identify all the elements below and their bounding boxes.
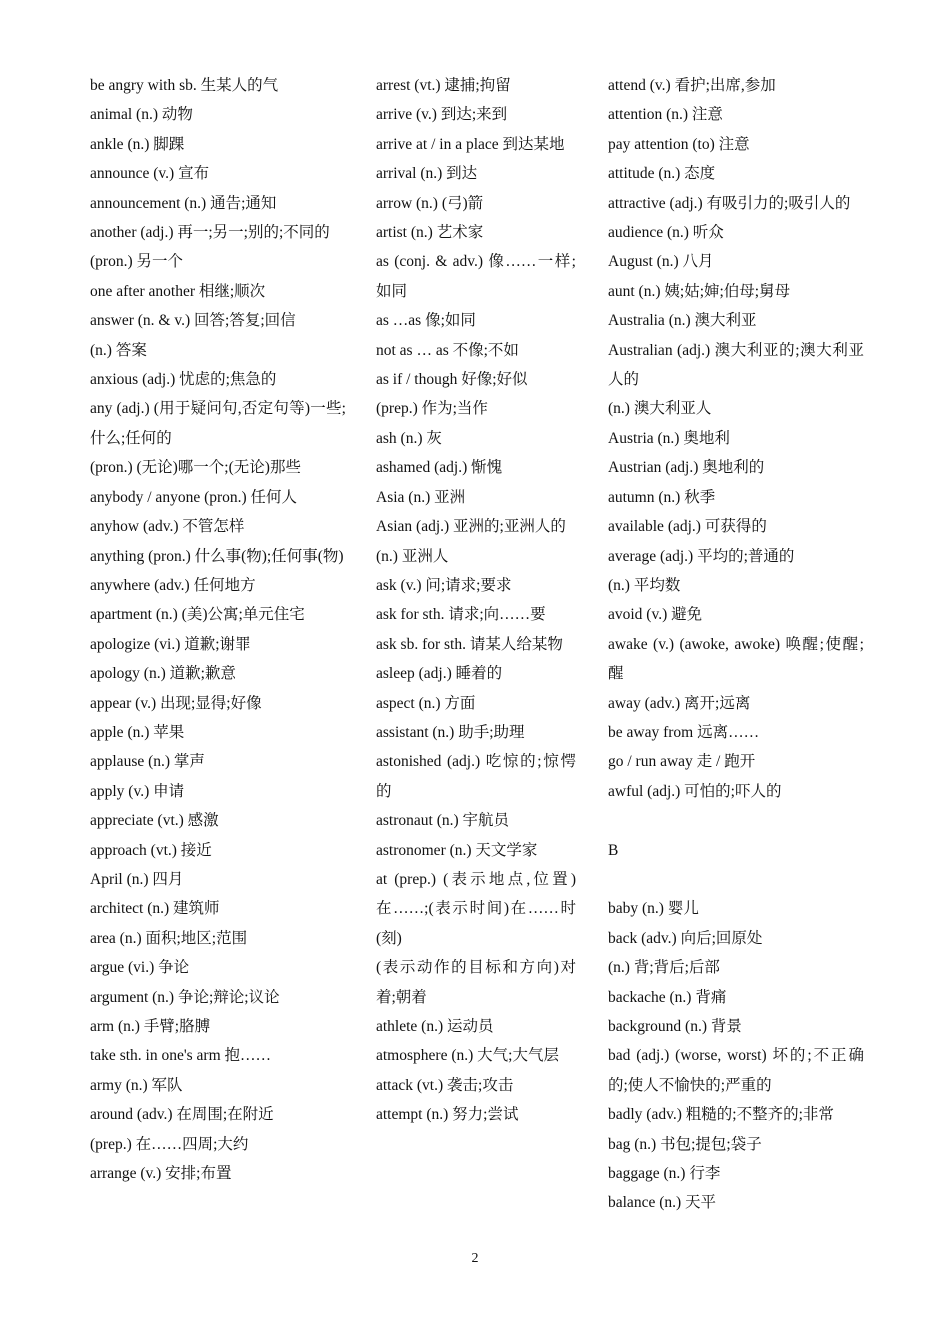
vocab-entry: area (n.) 面积;地区;范围 [90,929,248,947]
vocab-entry: (表示动作的目标和方向)对着;朝着 [376,959,576,1006]
vocab-entry: be away from 远离…… [608,723,760,741]
vocab-entry: anybody / anyone (pron.) 任何人 [90,488,298,506]
vocab-entry: appear (v.) 出现;显得;好像 [90,694,262,712]
vocab-entry: Austrian (adj.) 奥地利的 [608,459,765,477]
vocab-entry: architect (n.) 建筑师 [90,900,220,918]
vocab-entry: apply (v.) 申请 [90,782,185,800]
vocab-entry: arm (n.) 手臂;胳膊 [90,1018,211,1035]
vocab-entry: attack (vt.) 袭击;攻击 [376,1076,514,1094]
spacer [608,806,864,835]
vocab-entry: as (conj. & adv.) 像……一样;如同 [376,253,576,300]
vocab-entry: arrive (v.) 到达;来到 [376,106,508,124]
vocab-entry: atmosphere (n.) 大气;大气层 [376,1047,559,1065]
vocab-entry: artist (n.) 艺术家 [376,224,484,242]
vocab-entry: ask sb. for sth. 请某人给某物 [376,635,563,653]
vocab-entry: anywhere (adv.) 任何地方 [90,576,256,594]
vocab-entry: badly (adv.) 粗糙的;不整齐的;非常 [608,1106,834,1124]
vocab-entry: astonished (adj.) 吃惊的;惊愕的 [376,753,576,800]
vocab-entry: (prep.) 作为;当作 [376,400,488,418]
vocab-entry: attention (n.) 注意 [608,106,723,124]
vocab-entry: at (prep.) (表示地点,位置)在……;(表示时间)在……时(刻) [376,870,576,947]
vocab-entry: arrange (v.) 安排;布置 [90,1165,232,1183]
vocab-entry: attend (v.) 看护;出席,参加 [608,77,776,94]
vocab-entry: Asia (n.) 亚洲 [376,488,466,506]
vocab-entry: apartment (n.) (美)公寓;单元住宅 [90,606,305,624]
vocab-entry: one after another 相继;顺次 [90,282,266,300]
vocab-entry: B [608,841,619,859]
vocab-entry: (n.) 答案 [90,341,147,359]
vocab-entry: arrival (n.) 到达 [376,165,478,183]
vocab-entry: as if / though 好像;好似 [376,371,528,389]
vocab-entry: any (adj.) (用于疑问句,否定句等)一些;什么;任何的 [90,400,346,447]
vocab-entry: August (n.) 八月 [608,253,714,271]
vocab-entry: go / run away 走 / 跑开 [608,753,756,771]
vocab-entry: as …as 像;如同 [376,312,476,330]
vocab-entry: be angry with sb. 生某人的气 [90,77,279,94]
vocab-entry: awful (adj.) 可怕的;吓人的 [608,782,782,800]
vocab-entry: baby (n.) 婴儿 [608,900,699,918]
vocab-entry: aspect (n.) 方面 [376,694,476,712]
left-column [90,71,346,1188]
vocab-entry: astronaut (n.) 宇航员 [376,812,510,830]
vocab-entry: available (adj.) 可获得的 [608,518,767,536]
vocab-entry: appreciate (vt.) 感激 [90,812,219,830]
vocab-entry: audience (n.) 听众 [608,224,724,242]
vocab-entry: argument (n.) 争论;辩论;议论 [90,988,280,1006]
vocab-entry: ask for sth. 请求;向……要 [376,606,546,624]
vocab-entry: army (n.) 军队 [90,1076,183,1094]
vocab-entry: pay attention (to) 注意 [608,135,750,153]
vocab-entry: animal (n.) 动物 [90,106,193,124]
vocab-entry: avoid (v.) 避免 [608,606,703,624]
vocab-entry: anyhow (adv.) 不管怎样 [90,518,245,536]
vocab-entry: arrest (vt.) 逮捕;拘留 [376,77,511,94]
vocab-entry: Austria (n.) 奥地利 [608,429,730,447]
vocab-entry: baggage (n.) 行李 [608,1165,721,1182]
vocab-entry: (n.) 澳大利亚人 [608,400,712,418]
vocab-entry: April (n.) 四月 [90,870,184,888]
vocab-entry: away (adv.) 离开;远离 [608,694,751,712]
middle-column [376,71,576,1130]
vocab-entry: applause (n.) 掌声 [90,753,205,771]
vocab-entry: (n.) 亚洲人 [376,547,449,565]
page-number: 2 [471,1251,479,1266]
vocab-entry: balance (n.) 天平 [608,1194,717,1212]
vocab-entry: Asian (adj.) 亚洲的;亚洲人的 [376,518,566,536]
vocab-entry: apology (n.) 道歉;歉意 [90,665,236,683]
vocab-entry: argue (vi.) 争论 [90,959,190,977]
vocab-entry: around (adv.) 在周围;在附近 [90,1106,274,1124]
vocab-entry: average (adj.) 平均的;普通的 [608,547,795,565]
vocab-entry: Australian (adj.) 澳大利亚的;澳大利亚人的 [608,341,864,389]
vocab-entry: backache (n.) 背痛 [608,988,727,1006]
vocab-entry: arrow (n.) (弓)箭 [376,194,484,212]
vocab-entry: autumn (n.) 秋季 [608,488,716,506]
spacer [608,865,864,894]
vocab-entry: anything (pron.) 什么事(物);任何事(物) [90,547,344,565]
vocab-entry: ask (v.) 问;请求;要求 [376,576,512,594]
vocab-entry: (prep.) 在……四周;大约 [90,1135,249,1153]
right-column [608,71,864,1218]
vocab-entry: awake (v.) (awoke, awoke) 唤醒;使醒;醒 [608,635,864,683]
vocab-entry: anxious (adj.) 忧虑的;焦急的 [90,371,277,389]
vocab-entry: assistant (n.) 助手;助理 [376,723,525,741]
vocab-entry: (n.) 背;背后;后部 [608,959,720,977]
vocab-entry: attempt (n.) 努力;尝试 [376,1106,519,1124]
vocab-entry: bad (adj.) (worse, worst) 坏的;不正确的;使人不愉快的;严重的 [608,1047,864,1094]
vocab-entry: Australia (n.) 澳大利亚 [608,312,757,330]
vocab-entry: apple (n.) 苹果 [90,723,185,741]
vocab-entry: bag (n.) 书包;提包;袋子 [608,1135,762,1153]
vocab-entry: announce (v.) 宣布 [90,165,210,183]
vocab-entry: (pron.) 另一个 [90,253,183,271]
vocab-entry: announcement (n.) 通告;通知 [90,194,277,212]
vocab-entry: arrive at / in a place 到达某地 [376,135,565,153]
vocab-entry: athlete (n.) 运动员 [376,1018,494,1035]
vocab-entry: take sth. in one's arm 抱…… [90,1047,272,1065]
vocab-entry: (n.) 平均数 [608,576,681,594]
vocab-entry: another (adj.) 再一;另一;别的;不同的 [90,224,330,242]
vocab-entry: apologize (vi.) 道歉;谢罪 [90,635,251,653]
vocab-entry: ashamed (adj.) 惭愧 [376,459,503,477]
vocab-entry: attractive (adj.) 有吸引力的;吸引人的 [608,194,851,212]
vocab-entry: ankle (n.) 脚踝 [90,135,185,153]
vocab-entry: asleep (adj.) 睡着的 [376,665,503,683]
vocab-entry: attitude (n.) 态度 [608,165,716,183]
vocab-entry: (pron.) (无论)哪一个;(无论)那些 [90,459,301,477]
vocab-entry: aunt (n.) 姨;姑;婶;伯母;舅母 [608,282,791,300]
vocab-entry: astronomer (n.) 天文学家 [376,841,538,859]
vocab-entry: back (adv.) 向后;回原处 [608,929,763,947]
vocab-entry: ash (n.) 灰 [376,429,442,447]
vocab-entry: approach (vt.) 接近 [90,841,212,859]
vocab-entry: not as … as 不像;不如 [376,341,519,359]
vocab-entry: answer (n. & v.) 回答;答复;回信 [90,312,296,330]
vocab-entry: background (n.) 背景 [608,1017,742,1035]
